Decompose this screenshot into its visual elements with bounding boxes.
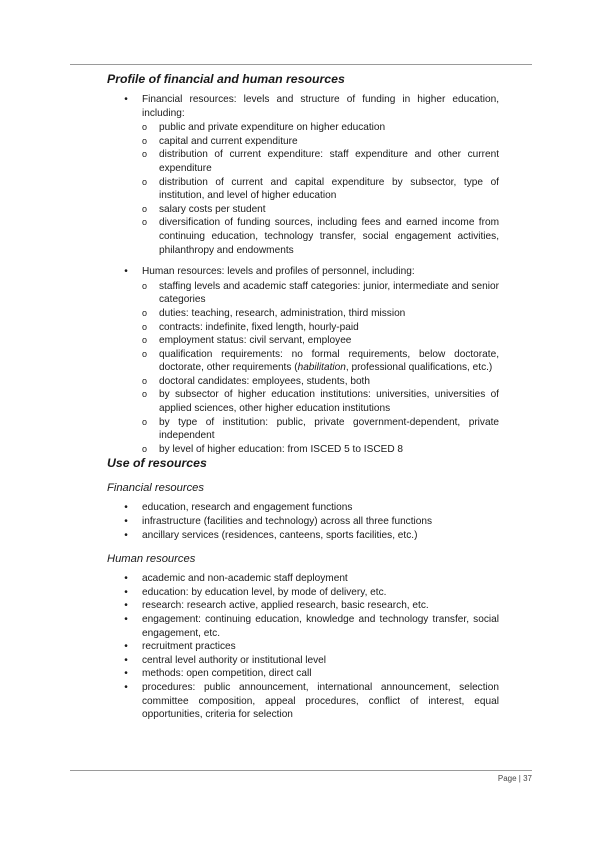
- profile-list: [107, 93, 499, 456]
- circle-bullet-icon: o: [142, 375, 148, 386]
- bullet-icon: •: [124, 573, 128, 585]
- list-item-human-resources: [107, 265, 499, 456]
- sublist-item-text: distribution of current expenditure: staff expenditure and other current expenditure: [159, 149, 499, 174]
- list-item: [107, 681, 499, 722]
- bullet-icon: •: [124, 502, 128, 514]
- sublist-item-text: by subsector of higher education institutions: universities, universities of applied sciences, other higher education institutions: [159, 389, 499, 415]
- sublist-item: [142, 176, 499, 203]
- list-item-text: ancillary services (residences, canteens, sports facilities, etc.): [142, 529, 418, 541]
- list-item-text: methods: open competition, direct call: [142, 668, 312, 680]
- sublist-item-text: duties: teaching, research, administration, third mission: [159, 307, 406, 319]
- list-item: [107, 654, 499, 668]
- sublist-item: [142, 307, 499, 321]
- section-heading-use: Use of resources: [107, 456, 207, 471]
- subheading-financial-resources: Financial resources: [107, 482, 205, 495]
- list-item: [107, 586, 499, 600]
- page-number: Page | 37: [497, 774, 532, 783]
- sublist-item: [142, 334, 499, 348]
- circle-bullet-icon: o: [142, 280, 148, 291]
- list-item: [107, 515, 499, 529]
- circle-bullet-icon: o: [142, 122, 148, 133]
- sublist-item-text: public and private expenditure on higher education: [159, 122, 386, 134]
- circle-bullet-icon: o: [142, 335, 148, 346]
- list-item-text: research: research active, applied research, basic research, etc.: [142, 600, 429, 612]
- sublist-item-text: staffing levels and academic staff categories: junior, intermediate and senior categories: [159, 280, 499, 306]
- bullet-icon: •: [124, 668, 128, 680]
- sublist-item: [142, 388, 499, 415]
- list-item-text: central level authority or institutional level: [142, 654, 327, 666]
- circle-bullet-icon: o: [142, 321, 148, 332]
- sublist-item: [142, 216, 499, 257]
- sublist-item: [142, 203, 499, 217]
- list-item-financial-resources: [107, 93, 499, 257]
- list-item: [107, 501, 499, 515]
- circle-bullet-icon: o: [142, 203, 148, 214]
- sublist-item: [142, 121, 499, 135]
- list-item-text: education: by education level, by mode of delivery, etc.: [142, 586, 387, 598]
- bullet-icon: •: [124, 94, 128, 105]
- sublist-item-text: diversification of funding sources, including fees and earned income from continuing education, technology transfer, social engagement activities, philanthropy and endowments: [159, 217, 499, 256]
- list-item-text: academic and non-academic staff deployment: [142, 573, 348, 585]
- sublist-item-text: capital and current expenditure: [159, 135, 298, 147]
- list-item: [107, 529, 499, 543]
- sublist-item-text: salary costs per student: [159, 203, 266, 215]
- human-use-list: [107, 572, 499, 722]
- sublist-item: [142, 443, 499, 457]
- financial-intro: Financial resources: levels and structure of funding in higher education, including:: [142, 94, 499, 119]
- sublist-item: [142, 280, 499, 307]
- list-item-text: recruitment practices: [142, 641, 236, 653]
- list-item: [107, 599, 499, 613]
- bullet-icon: •: [124, 266, 128, 278]
- circle-bullet-icon: o: [142, 416, 148, 427]
- qualification-text-end: , professional qualifications, etc.): [345, 362, 493, 374]
- bullet-icon: •: [124, 614, 128, 625]
- list-item-text: engagement: continuing education, knowledge and technology transfer, social engagement, etc.: [142, 614, 499, 639]
- subheading-human-resources: Human resources: [107, 553, 196, 566]
- qualification-text: [159, 349, 499, 374]
- circle-bullet-icon: o: [142, 149, 148, 160]
- circle-bullet-icon: o: [142, 348, 148, 359]
- circle-bullet-icon: o: [142, 135, 148, 146]
- human-intro: Human resources: levels and profiles of personnel, including:: [142, 266, 415, 278]
- sublist-item: [142, 148, 499, 175]
- financial-sublist: [142, 121, 499, 257]
- circle-bullet-icon: o: [142, 389, 148, 400]
- sublist-item-text: by type of institution: public, private government-dependent, private independent: [159, 416, 499, 442]
- bullet-icon: •: [124, 586, 128, 598]
- footer-rule: [70, 770, 532, 771]
- sublist-item: [142, 375, 499, 389]
- page-body: [107, 72, 499, 726]
- bullet-icon: •: [124, 641, 128, 653]
- human-sublist: [142, 280, 499, 457]
- header-rule: [70, 64, 532, 65]
- sublist-item: [142, 416, 499, 443]
- habilitation-term: habilitation: [297, 362, 346, 374]
- bullet-icon: •: [124, 681, 128, 693]
- sublist-item-text: doctoral candidates: employees, students, both: [159, 375, 370, 387]
- sublist-item-text: contracts: indefinite, fixed length, hourly-paid: [159, 321, 359, 333]
- list-item: [107, 667, 499, 681]
- list-item: [107, 640, 499, 654]
- list-item-text: education, research and engagement functions: [142, 502, 353, 514]
- qualification-text-start: qualification requirements: no formal requirements, below doctorate, doctorate, other requirements (: [159, 348, 499, 374]
- sublist-item: [142, 321, 499, 335]
- list-item: [107, 613, 499, 640]
- circle-bullet-icon: o: [142, 443, 148, 454]
- sublist-item-text: by level of higher education: from ISCED 5 to ISCED 8: [159, 443, 404, 455]
- list-item-text: infrastructure (facilities and technology) across all three functions: [142, 516, 433, 528]
- circle-bullet-icon: o: [142, 217, 148, 228]
- section-heading-profile: Profile of financial and human resources: [107, 72, 345, 86]
- bullet-icon: •: [124, 600, 128, 612]
- bullet-icon: •: [124, 516, 128, 528]
- sublist-item: [142, 348, 499, 375]
- list-item-text: procedures: public announcement, international announcement, selection committee composition, appeal procedures, conflict of interest, equal opportunities, criteria for selection: [142, 681, 499, 721]
- sublist-item-text: distribution of current and capital expenditure by subsector, type of institution, and level of higher education: [159, 176, 499, 202]
- list-item: [107, 572, 499, 586]
- financial-use-list: [107, 501, 499, 542]
- sublist-item: [142, 135, 499, 149]
- circle-bullet-icon: o: [142, 307, 148, 318]
- circle-bullet-icon: o: [142, 176, 148, 187]
- sublist-item-text: employment status: civil servant, employee: [159, 335, 352, 347]
- bullet-icon: •: [124, 529, 128, 541]
- bullet-icon: •: [124, 654, 128, 666]
